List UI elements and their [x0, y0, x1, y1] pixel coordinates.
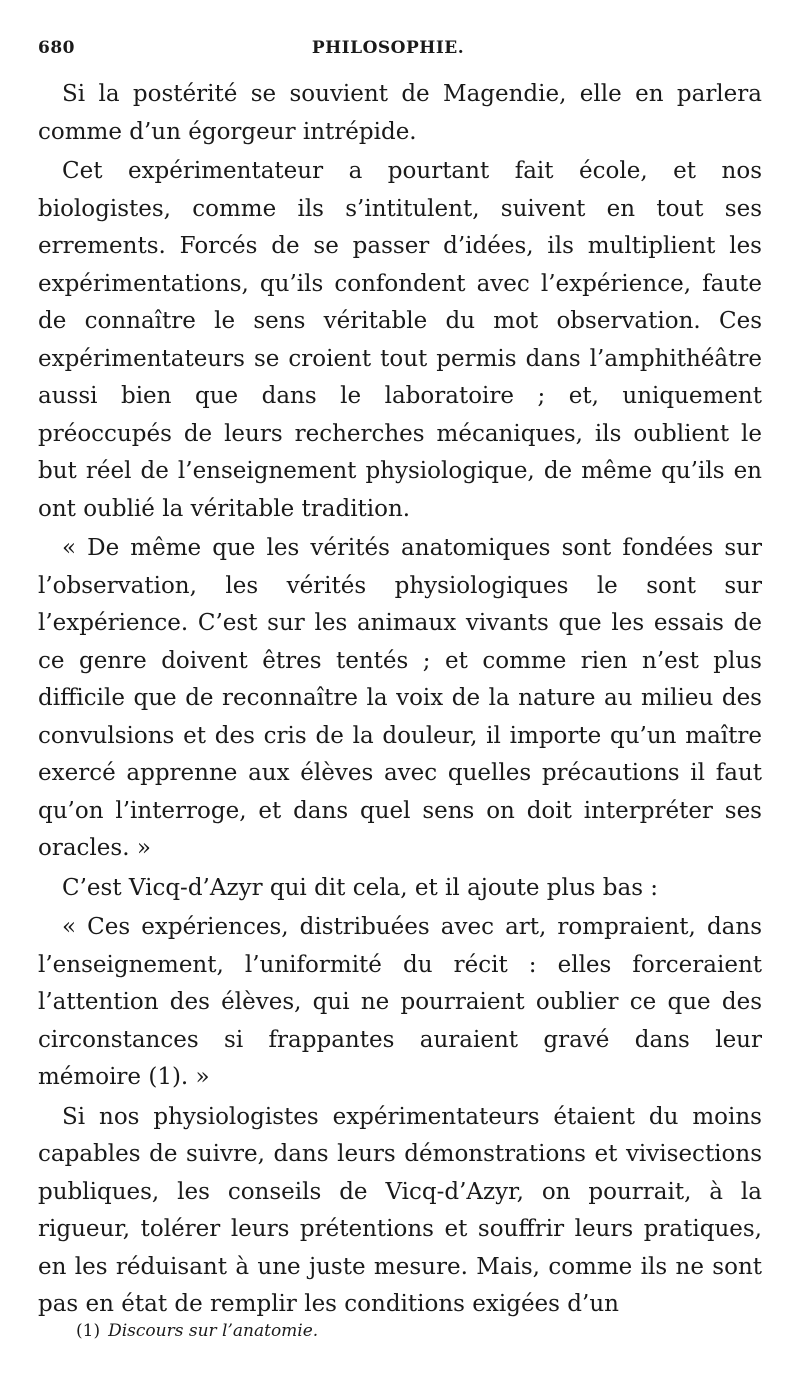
paragraph: « De même que les vérités anatomiques sont fondées sur l’observation, les vérités physiologiques le sont sur l’expérience. C’est sur les animaux vivants que les essais de ce genre doivent êtres tentés ; et comme rien n’est plus difficile que de reconnaître la voix de la nature au milieu des convulsions et des cris de la douleur, il importe qu’un maître exercé apprenne aux élèves avec quelles précautions il faut qu’on l’interroge, et dans quel sens on doit interpréter ses oracles. » [38, 535, 762, 861]
body-text [38, 76, 762, 1326]
footnote-text: Discours sur l’anatomie. [108, 1321, 319, 1341]
paragraph: Si nos physiologistes expérimentateurs étaient du moins capables de suivre, dans leurs démonstrations et vivisections publiques, les conseils de Vicq-d’Azyr, on pourrait, à la rigueur, tolérer leurs prétentions et souffrir leurs pratiques, en les réduisant à une juste mesure. Mais, comme ils ne sont pas en état de remplir les conditions exigées d’un [38, 1103, 762, 1317]
paragraph: Cet expérimentateur a pourtant fait école, et nos biologistes, comme ils s’intitulent, suivent en tout ses errements. Forcés de se passer d’idées, ils multiplient les expérimentations, qu’ils confondent avec l’expérience, faute de connaître le sens véritable du mot observation. Ces expérimentateurs se croient tout permis dans l’amphithéâtre aussi bien que dans le laboratoire ; et, uniquement préoccupés de leurs recherches mécaniques, ils oublient le but réel de l’enseignement physiologique, de même qu’ils en ont oublié la véritable tradition. [38, 158, 762, 522]
paragraph: C’est Vicq-d’Azyr qui dit cela, et il ajoute plus bas : [62, 874, 659, 901]
paragraph: Si la postérité se souvient de Magendie, elle en parlera comme d’un égorgeur intrépide. [38, 81, 762, 145]
footnote-marker: (1) [76, 1321, 101, 1341]
page-header [38, 38, 738, 62]
page-number: 680 [38, 38, 75, 58]
footnote [76, 1320, 318, 1342]
paragraph: « Ces expériences, distribuées avec art, rompraient, dans l’enseignement, l’uniformité du récit : elles forceraient l’attention des élèves, qui ne pourraient oublier ce que des circonstances si frappantes auraient gravé dans leur mémoire (1). » [38, 914, 762, 1090]
running-title: PHILOSOPHIE. [311, 38, 465, 58]
